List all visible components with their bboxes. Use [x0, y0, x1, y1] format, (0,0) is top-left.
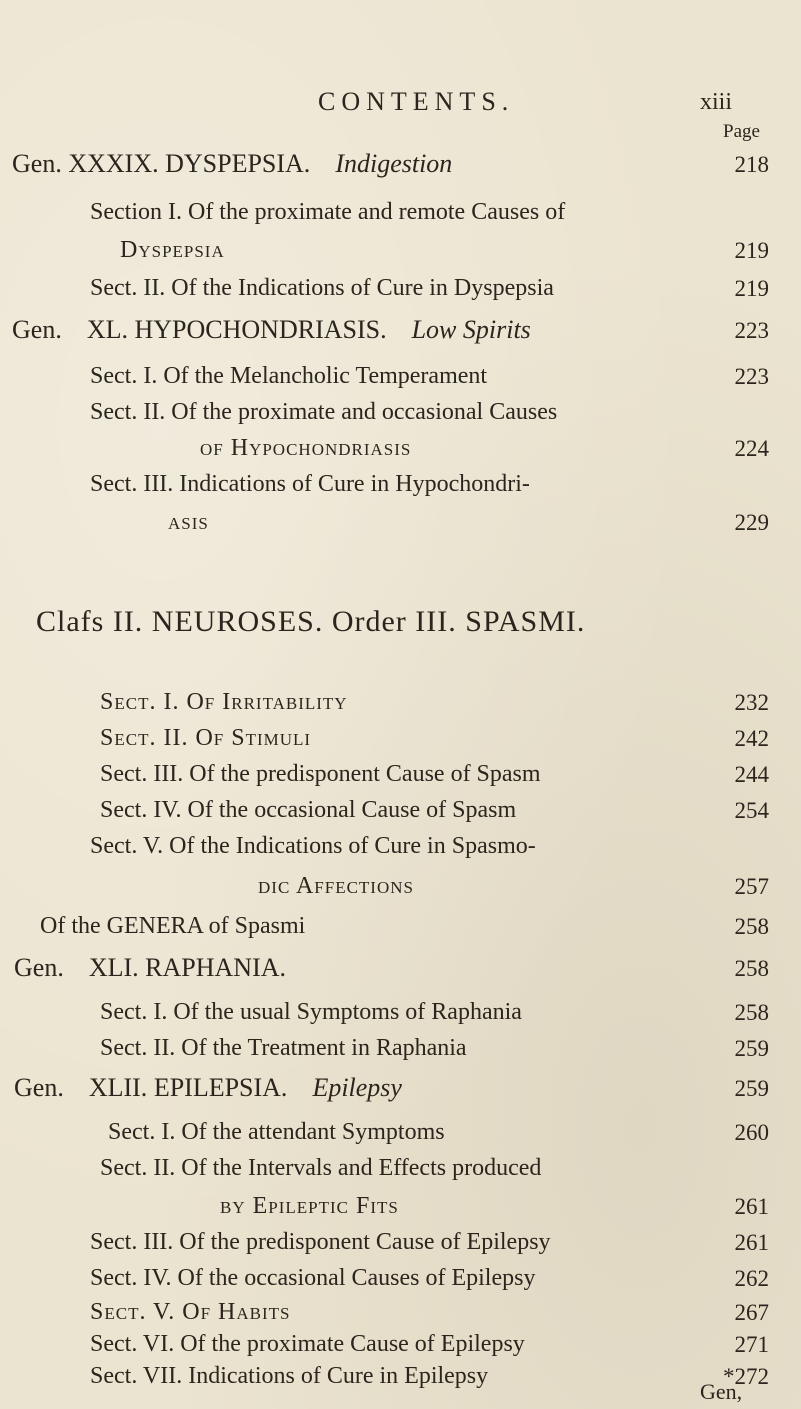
genus-name: EPILEPSIA.	[153, 1073, 288, 1102]
toc-entry: Sect. V. Of the Indications of Cure in Spasmo-	[90, 833, 536, 859]
page-number: xiii	[700, 89, 733, 115]
toc-entry: Sect. II. Of the proximate and occasional Causes	[90, 399, 558, 425]
toc-genus-heading	[14, 1074, 402, 1102]
toc-page-number: 219	[734, 276, 769, 301]
gen-label: Gen.	[12, 315, 62, 344]
genus-number: XLI.	[88, 953, 139, 982]
toc-entry: dic Affections	[258, 873, 414, 899]
toc-page-number: 267	[734, 1300, 769, 1325]
toc-entry: Of the GENERA of Spasmi	[40, 913, 306, 939]
toc-page-number: 259	[734, 1076, 769, 1101]
genus-number: XLII.	[88, 1073, 148, 1102]
toc-page-number: 242	[734, 726, 769, 751]
toc-page-number: 258	[734, 914, 769, 939]
toc-page-number: 219	[734, 238, 769, 263]
toc-page-number: 223	[734, 364, 769, 389]
toc-page-number: 261	[734, 1230, 769, 1255]
toc-page-number: 223	[734, 318, 769, 343]
toc-page-number: *272	[723, 1364, 769, 1389]
gen-label: Gen.	[14, 1073, 64, 1102]
genus-common-name: Low Spirits	[411, 315, 531, 344]
toc-page-number: 260	[734, 1120, 769, 1145]
toc-entry: Sect. IV. Of the occasional Causes of Epilepsy	[90, 1265, 536, 1291]
gen-label: Gen.	[14, 953, 64, 982]
genus-name: DYSPEPSIA.	[165, 149, 311, 178]
toc-page-number: 258	[734, 956, 769, 981]
genus-number: XL.	[86, 315, 128, 344]
toc-genus-heading	[12, 150, 452, 178]
toc-page-number: 224	[734, 436, 769, 461]
page-title: CONTENTS.	[318, 87, 515, 116]
toc-genus-heading	[12, 316, 531, 344]
toc-entry: Sect. I. Of the Melancholic Temperament	[90, 363, 488, 389]
toc-entry: Sect. III. Of the predisponent Cause of Spasm	[100, 761, 541, 787]
toc-page-number: 271	[734, 1332, 769, 1357]
toc-page-number: 257	[734, 874, 769, 899]
genus-name: HYPOCHONDRIASIS.	[134, 315, 387, 344]
genus-common-name: Indigestion	[335, 149, 453, 178]
toc-entry: Sect. VII. Indications of Cure in Epilepsy	[90, 1363, 489, 1389]
genus-number: XXXIX.	[68, 149, 159, 178]
toc-page-number: 229	[734, 510, 769, 535]
toc-page-number: 244	[734, 762, 769, 787]
class-heading: Clafs II. NEUROSES. Order III. SPASMI.	[36, 605, 586, 638]
toc-entry: Sect. III. Indications of Cure in Hypochondri-	[90, 471, 530, 497]
toc-genus-heading	[14, 954, 286, 982]
toc-page-number: 254	[734, 798, 769, 823]
toc-entry: Sect. I. Of the usual Symptoms of Raphania	[100, 999, 522, 1025]
genus-name: RAPHANIA.	[145, 953, 286, 982]
toc-page-number: 262	[734, 1266, 769, 1291]
genus-common-name: Epilepsy	[312, 1073, 402, 1102]
catchword: Gen,	[700, 1379, 743, 1404]
toc-entry: of Hypochondriasis	[200, 435, 412, 461]
toc-entry: Sect. II. Of Stimuli	[100, 725, 312, 751]
toc-entry: Sect. VI. Of the proximate Cause of Epilepsy	[90, 1331, 525, 1357]
toc-entry: Sect. I. Of Irritability	[100, 689, 348, 715]
toc-page-number: 218	[734, 152, 769, 177]
toc-entry: Sect. V. Of Habits	[90, 1299, 291, 1325]
toc-entry: by Epileptic Fits	[220, 1193, 399, 1219]
toc-page-number: 259	[734, 1036, 769, 1061]
toc-entry: Sect. III. Of the predisponent Cause of Epilepsy	[90, 1229, 551, 1255]
gen-label: Gen.	[12, 149, 62, 178]
toc-entry: Section I. Of the proximate and remote Causes of	[90, 199, 566, 225]
toc-page-number: 232	[734, 690, 769, 715]
toc-page-number: 258	[734, 1000, 769, 1025]
toc-entry: Sect. II. Of the Treatment in Raphania	[100, 1035, 467, 1061]
page-column-label: Page	[723, 121, 760, 142]
toc-entry: Sect. IV. Of the occasional Cause of Spasm	[100, 797, 517, 823]
toc-entry: Sect. II. Of the Intervals and Effects produced	[100, 1155, 542, 1181]
toc-entry: Dyspepsia	[120, 237, 225, 263]
toc-entry: Sect. I. Of the attendant Symptoms	[108, 1119, 445, 1145]
toc-page-number: 261	[734, 1194, 769, 1219]
toc-entry: Sect. II. Of the Indications of Cure in Dyspepsia	[90, 275, 554, 301]
toc-entry: asis	[168, 509, 209, 535]
